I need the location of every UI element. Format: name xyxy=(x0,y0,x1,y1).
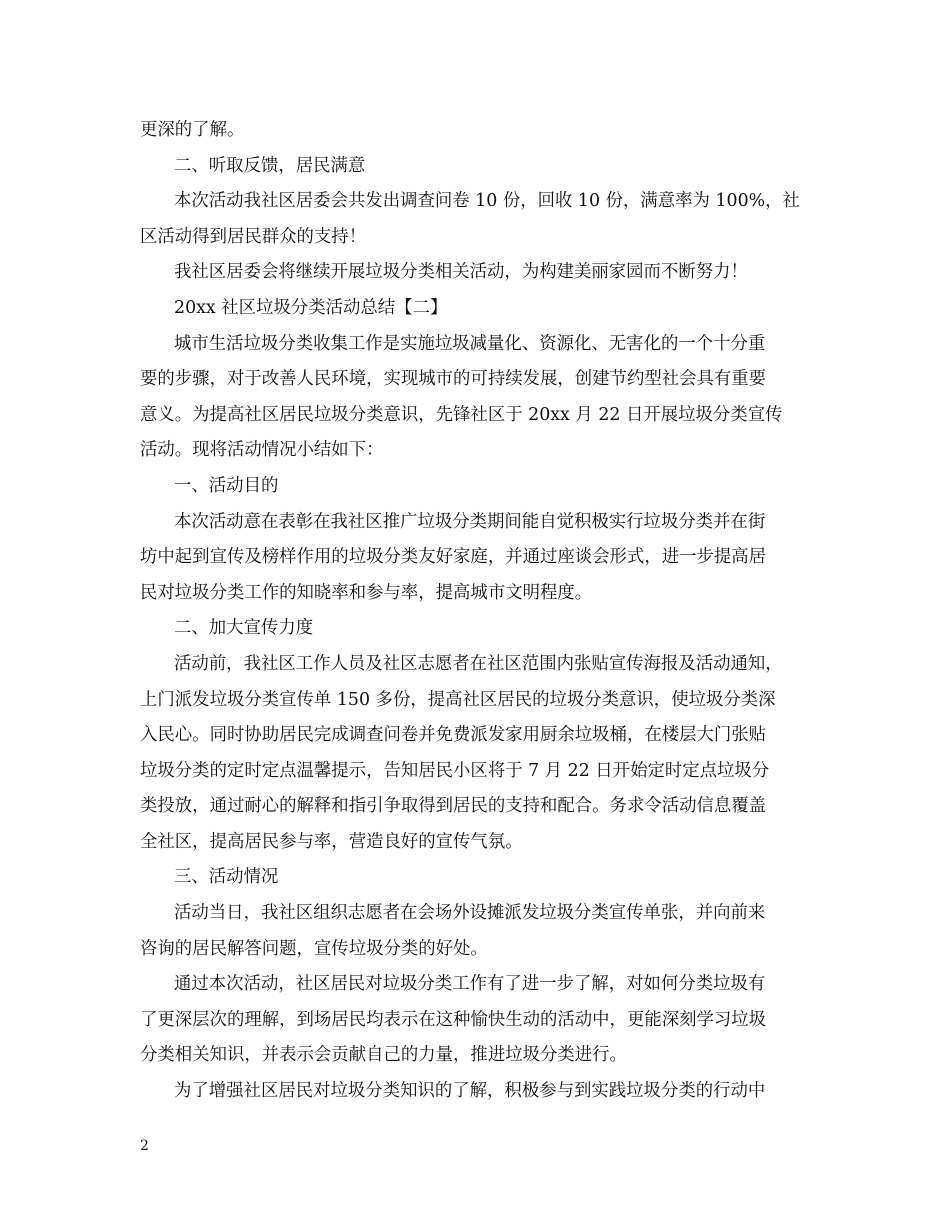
text-line: 通过本次活动，社区居民对垃圾分类工作有了进一步了解，对如何分类垃圾有 xyxy=(174,974,766,995)
text-line: 入民心。同时协助居民完成调查问卷并免费派发家用厨余垃圾桶，在楼层大门张贴 xyxy=(140,725,767,746)
section-heading: 三、活动情况 xyxy=(174,867,279,888)
text-line: 活动。现将活动情况小结如下： xyxy=(140,440,384,461)
section-heading: 二、加大宣传力度 xyxy=(174,618,314,639)
section-heading: 二、听取反馈，居民满意 xyxy=(174,155,366,176)
text-line: 民对垃圾分类工作的知晓率和参与率，提高城市文明程度。 xyxy=(140,582,593,603)
text-line: 本次活动我社区居委会共发出调查问卷 10 份，回收 10 份，满意率为 100%，社 xyxy=(174,191,800,212)
text-line: 咨询的居民解答问题，宣传垃圾分类的好处。 xyxy=(140,938,488,959)
text-line: 坊中起到宣传及榜样作用的垃圾分类友好家庭，并通过座谈会形式，进一步提高居 xyxy=(140,547,767,568)
text-line: 更深的了解。 xyxy=(140,120,245,140)
section-heading: 一、活动目的 xyxy=(174,475,279,496)
text-line: 活动当日，我社区组织志愿者在会场外设摊派发垃圾分类宣传单张，并向前来 xyxy=(174,903,766,924)
text-line: 要的步骤，对于改善人民环境，实现城市的可持续发展，创建节约型社会具有重要 xyxy=(140,369,767,390)
document-body xyxy=(140,113,812,1110)
text-line: 了更深层次的理解，到场居民均表示在这种愉快生动的活动中，更能深刻学习垃圾 xyxy=(140,1009,767,1030)
page-number: 2 xyxy=(140,1138,149,1154)
text-line: 区活动得到居民群众的支持！ xyxy=(140,226,367,247)
text-line: 分类相关知识，并表示会贡献自己的力量，推进垃圾分类进行。 xyxy=(140,1045,627,1066)
text-line: 意义。为提高社区居民垃圾分类意识，先锋社区于 20xx 月 22 日开展垃圾分类宣传 xyxy=(140,404,783,425)
text-line: 活动前，我社区工作人员及社区志愿者在社区范围内张贴宣传海报及活动通知， xyxy=(174,653,783,674)
document-subtitle: 20xx 社区垃圾分类活动总结【二】 xyxy=(174,297,448,318)
text-line: 我社区居委会将继续开展垃圾分类相关活动，为构建美丽家园而不断努力！ xyxy=(174,262,748,283)
text-line: 城市生活垃圾分类收集工作是实施垃圾减量化、资源化、无害化的一个十分重 xyxy=(174,333,766,354)
text-line: 本次活动意在表彰在我社区推广垃圾分类期间能自觉积极实行垃圾分类并在街 xyxy=(174,511,766,532)
text-line: 为了增强社区居民对垃圾分类知识的了解，积极参与到实践垃圾分类的行动中 xyxy=(174,1081,766,1102)
text-line: 上门派发垃圾分类宣传单 150 多份，提高社区居民的垃圾分类意识，使垃圾分类深 xyxy=(140,689,776,710)
text-line: 垃圾分类的定时定点温馨提示，告知居民小区将于 7 月 22 日开始定时定点垃圾分 xyxy=(140,760,770,781)
text-line: 全社区，提高居民参与率，营造良好的宣传气氛。 xyxy=(140,831,523,852)
text-line: 类投放，通过耐心的解释和指引争取得到居民的支持和配合。务求令活动信息覆盖 xyxy=(140,796,767,817)
